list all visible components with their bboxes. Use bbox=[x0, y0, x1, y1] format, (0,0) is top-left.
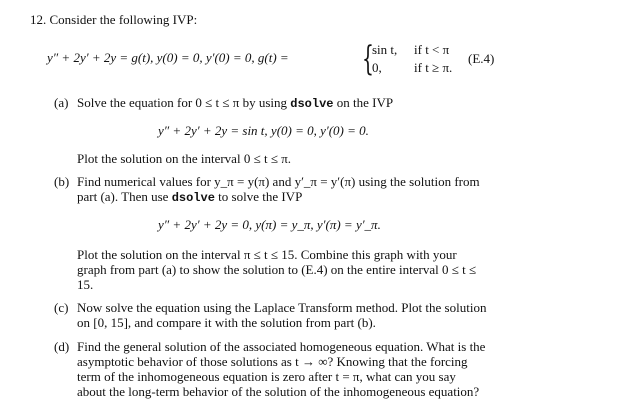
case-1-condition: if t < π bbox=[414, 42, 450, 57]
part-d-line-1: Find the general solution of the associated homogeneous equation. What is the bbox=[77, 339, 486, 354]
part-b-equation: y″ + 2y′ + 2y = 0, y(π) = y_π, y′(π) = y′_π. bbox=[158, 217, 381, 232]
problem-header bbox=[30, 12, 197, 28]
part-a-plot-text: Plot the solution on the interval 0 ≤ t ≤ π. bbox=[77, 151, 292, 166]
problem-intro: Consider the following IVP: bbox=[49, 12, 198, 27]
part-b-line-1: Find numerical values for y_π = y(π) and y′_π = y′(π) using the solution from bbox=[77, 174, 480, 189]
part-d-label: (d) bbox=[54, 339, 70, 354]
equation-label: (E.4) bbox=[468, 51, 495, 66]
part-b-plot-line-3: 15. bbox=[77, 277, 94, 292]
part-b-line-2: part (a). Then use dsolve to solve the IVP bbox=[77, 189, 303, 205]
problem-number: 12. bbox=[30, 12, 47, 27]
code-dsolve: dsolve bbox=[171, 191, 215, 205]
part-a-label: (a) bbox=[54, 95, 69, 110]
part-a-equation: y″ + 2y′ + 2y = sin t, y(0) = 0, y′(0) = 0. bbox=[158, 123, 369, 138]
piecewise-brace: { bbox=[362, 39, 374, 79]
ivp-equation: y″ + 2y′ + 2y = g(t), y(0) = 0, y′(0) = 0, g(t) = bbox=[47, 50, 289, 65]
code-dsolve: dsolve bbox=[290, 97, 334, 111]
case-2-condition: if t ≥ π. bbox=[414, 60, 453, 75]
part-d-line-4: about the long-term behavior of the solution of the inhomogeneous equation? bbox=[77, 384, 480, 399]
part-b-plot-line-1: Plot the solution on the interval π ≤ t ≤ 15. Combine this graph with your bbox=[77, 247, 457, 262]
part-d-line-2: asymptotic behavior of those solutions as t → ∞? Knowing that the forcing bbox=[77, 354, 468, 369]
part-c-line-1: Now solve the equation using the Laplace Transform method. Plot the solution bbox=[77, 300, 487, 315]
part-b-label: (b) bbox=[54, 174, 70, 189]
part-a-text: Solve the equation for 0 ≤ t ≤ π by using dsolve on the IVP bbox=[77, 95, 394, 111]
case-1-value: sin t, bbox=[372, 42, 398, 57]
part-c-label: (c) bbox=[54, 300, 69, 315]
case-2-value: 0, bbox=[372, 60, 382, 75]
part-c-line-2: on [0, 15], and compare it with the solution from part (b). bbox=[77, 315, 376, 330]
part-d-line-3: term of the inhomogeneous equation is zero after t = π, what can you say bbox=[77, 369, 456, 384]
part-b-plot-line-2: graph from part (a) to show the solution to (E.4) on the entire interval 0 ≤ t ≤ bbox=[77, 262, 477, 277]
